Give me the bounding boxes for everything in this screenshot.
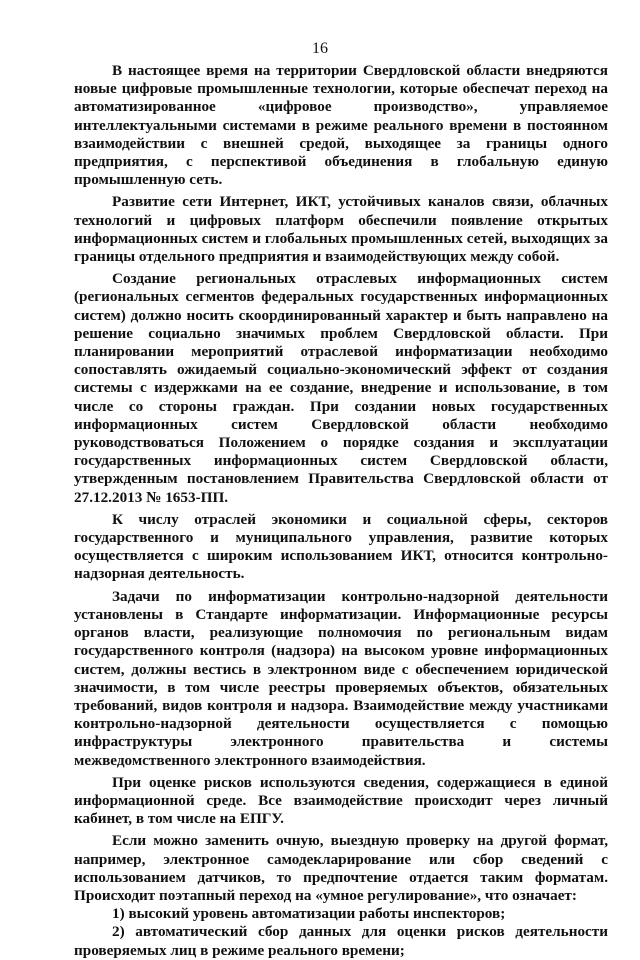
document-body xyxy=(74,62,608,960)
paragraph-control-supervision: К числу отраслей экономики и социальной сферы, секторов государственного и муниципального управления, развитие которых осуществляется с широким использованием ИКТ, относится контрольно-надзорная деятельность. xyxy=(74,510,608,583)
page-number: 16 xyxy=(312,40,328,57)
paragraph-internet-ict: Развитие сети Интернет, ИКТ, устойчивых каналов связи, облачных технологий и цифровых платформ обеспечили появление открытых информационных систем и глобальных промышленных сетей, выходящих за границы отдельного предприятия и взаимодействующих между собой. xyxy=(74,193,608,266)
paragraph-risk-assessment: При оценке рисков используются сведения, содержащиеся в единой информационной среде. Все взаимодействие происходит через личный кабинет, в том числе на ЕПГУ. xyxy=(74,773,608,828)
paragraph-digital-technologies: В настоящее время на территории Свердловской области внедряются новые цифровые промышленные технологии, которые обеспечат переход на автоматизированное «цифровое производство», управляемое интеллектуальными системами в режиме реального времени в постоянном взаимодействии с внешней средой, выходящее за границы одного предприятия, с перспективой объединения в глобальную единую промышленную сеть. xyxy=(74,62,608,189)
paragraph-smart-regulation: Если можно заменить очную, выездную проверку на другой формат, например, электронное самодекларирование или сбор сведений с использованием датчиков, то предпочтение отдается таким форматам. Происходит поэтапный переход на «умное регулирование», что означает: xyxy=(74,832,608,904)
paragraph-informatization-tasks: Задачи по информатизации контрольно-надзорной деятельности установлены в Стандарте информатизации. Информационные ресурсы органов власти, реализующие полномочия по региональным видам государственного контроля (надзора) на высоком уровне информационных систем, должны вестись в электронном виде с обеспечением юридической значимости, в том числе реестры проверяемых объектов, обязательных требований, видов контроля и надзора. Взаимодействие между участниками контрольно-надзорной деятельности осуществляется с помощью инфраструктуры электронного правительства и системы межведомственного электронного взаимодействия. xyxy=(74,587,608,769)
list-item-automation: 1) высокий уровень автоматизации работы инспекторов; xyxy=(112,905,506,923)
list-item-data-collection: 2) автоматический сбор данных для оценки рисков деятельности проверяемых лиц в режиме реального времени; xyxy=(74,923,608,959)
paragraph-regional-systems: Создание региональных отраслевых информационных систем (региональных сегментов федеральных государственных информационных систем) должно носить скоординированный характер и быть направлено на решение социально значимых проблем Свердловской области. При планировании мероприятий отраслевой информатизации необходимо сопоставлять ожидаемый социально-экономический эффект от создания системы с издержками на ее создание, внедрение и использование, в том числе со стороны граждан. При создании новых государственных информационных систем Свердловской области необходимо руководствоваться Положением о порядке создания и эксплуатации государственных информационных систем Свердловской области, утвержденным постановлением Правительства Свердловской области от 27.12.2013 № 1653-ПП. xyxy=(74,270,608,506)
